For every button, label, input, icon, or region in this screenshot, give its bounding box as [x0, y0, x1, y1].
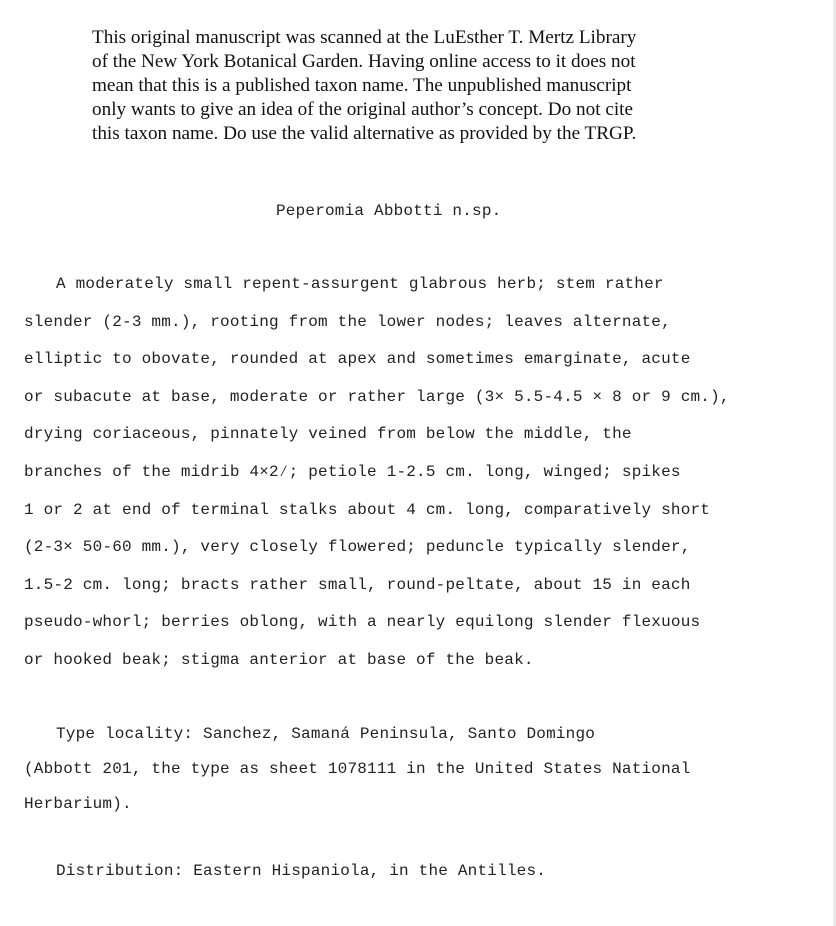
- description-line: or subacute at base, moderate or rather large (3× 5.5-4.5 × 8 or 9 cm.),: [24, 387, 730, 406]
- description-line: 1 or 2 at end of terminal stalks about 4 cm. long, comparatively short: [24, 500, 711, 519]
- description-line: (2-3× 50-60 mm.), very closely flowered; peduncle typically slender,: [24, 538, 691, 557]
- type-locality-line: Type locality: Sanchez, Samaná Peninsula, Santo Domingo: [56, 725, 596, 743]
- species-title: Peperomia Abbotti n.sp.: [276, 202, 502, 220]
- description-line: slender (2-3 mm.), rooting from the lower nodes; leaves alternate,: [24, 312, 671, 331]
- description-line: drying coriaceous, pinnately veined from below the middle, the: [24, 425, 632, 444]
- description-line: 1.5-2 cm. long; bracts rather small, round-peltate, about 15 in each: [24, 575, 691, 594]
- notice-line: of the New York Botanical Garden. Having online access to it does not: [92, 51, 636, 72]
- distribution: Distribution: Eastern Hispaniola, in the Antilles.: [56, 862, 547, 880]
- description-line: elliptic to obovate, rounded at apex and sometimes emarginate, acute: [24, 350, 691, 369]
- library-notice: [92, 26, 732, 146]
- type-locality: [24, 717, 691, 822]
- description-line: pseudo-whorl; berries oblong, with a nearly equilong slender flexuous: [24, 613, 701, 632]
- type-locality-line: Herbarium).: [24, 795, 132, 813]
- notice-line: this taxon name. Do use the valid alternative as provided by the TRGP.: [92, 123, 637, 144]
- description-line: A moderately small repent-assurgent glabrous herb; stem rather: [56, 275, 664, 293]
- notice-line: This original manuscript was scanned at the LuEsther T. Mertz Library: [92, 27, 637, 48]
- type-locality-line: (Abbott 201, the type as sheet 1078111 in the United States National: [24, 760, 691, 778]
- description-line: branches of the midrib 4×2⁄; petiole 1-2.5 cm. long, winged; spikes: [24, 462, 681, 481]
- notice-line: mean that this is a published taxon name. The unpublished manuscript: [92, 75, 632, 96]
- description-line: or hooked beak; stigma anterior at base of the beak.: [24, 650, 534, 669]
- notice-line: only wants to give an idea of the original author’s concept. Do not cite: [92, 99, 634, 120]
- species-description: [24, 266, 730, 680]
